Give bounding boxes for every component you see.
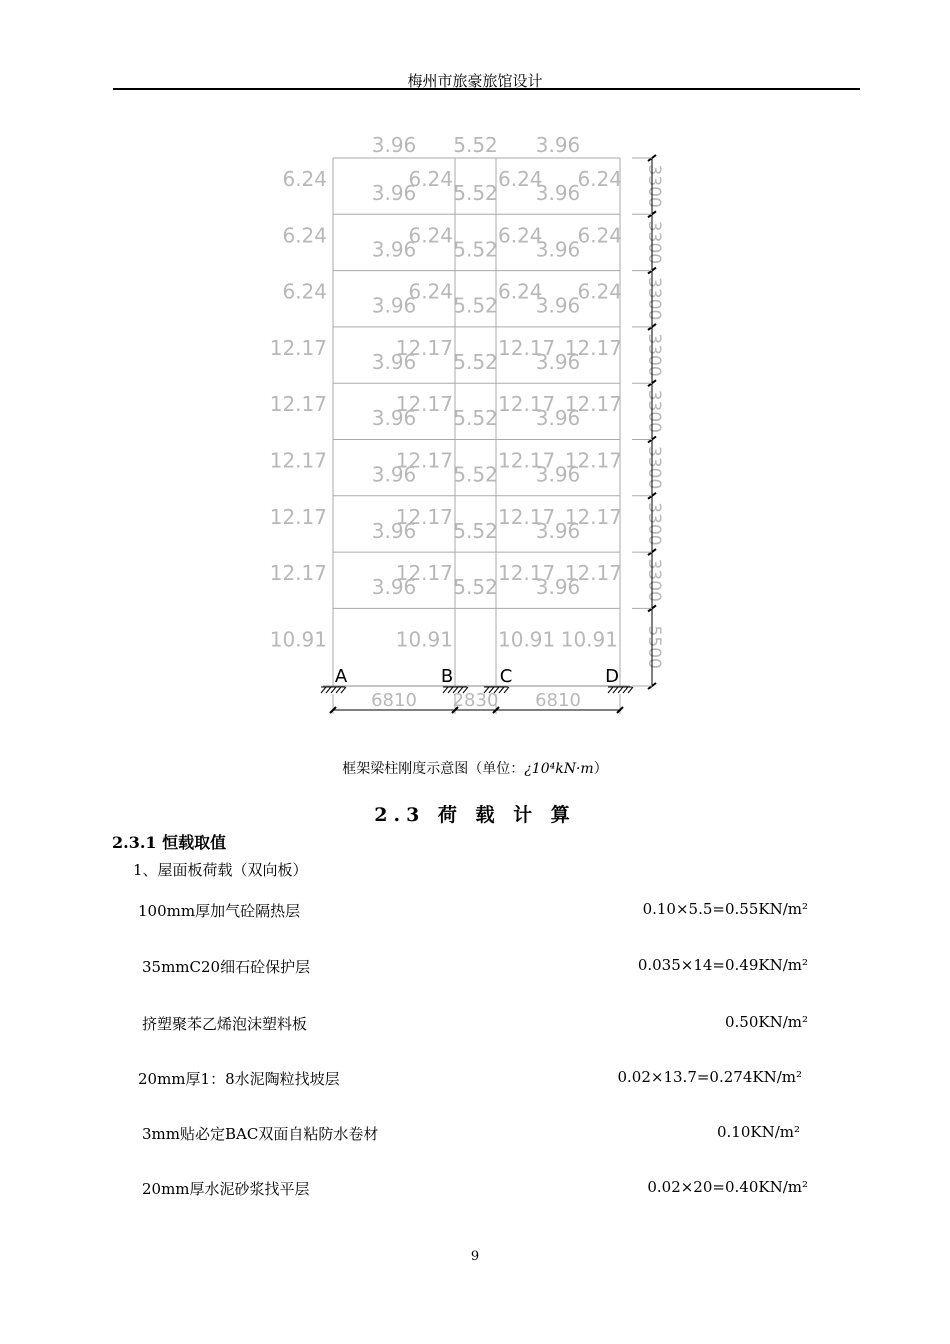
frame-stiffness-diagram xyxy=(0,120,950,720)
span-dimension: 6810 xyxy=(371,690,417,711)
load-row xyxy=(0,1068,950,1098)
storey-height-dimension: 3300 xyxy=(644,277,664,321)
page-header: 梅州市旅豪旅馆设计 xyxy=(407,72,543,90)
column-stiffness-a: 6.24 xyxy=(282,167,327,191)
load-label: 20mm厚1：8水泥陶粒找坡层 xyxy=(138,1070,340,1088)
section-title: 2.3 荷 载 计 算 xyxy=(374,804,576,826)
column-stiffness-d: 6.24 xyxy=(577,167,622,191)
load-label: 35mmC20细石砼保护层 xyxy=(142,958,311,976)
column-stiffness-d: 6.24 xyxy=(577,279,622,304)
support-hatch xyxy=(504,687,509,693)
axis-label-a: A xyxy=(334,666,348,687)
beam-stiffness-cd: 3.96 xyxy=(535,575,581,600)
column-stiffness-a: 12.17 xyxy=(269,448,327,473)
load-value: 0.035×14=0.49KN/m² xyxy=(637,956,808,974)
support-hatch xyxy=(326,687,331,693)
support-hatch xyxy=(321,687,326,693)
storey-height-dimension: 3300 xyxy=(644,446,664,490)
beam-stiffness-cd: 3.96 xyxy=(535,406,581,431)
support-hatch xyxy=(443,687,448,693)
column-stiffness-d: 12.17 xyxy=(564,448,622,473)
column-stiffness-b: 12.17 xyxy=(395,392,453,417)
beam-stiffness-bc: 5.52 xyxy=(453,406,498,431)
column-stiffness-d: 6.24 xyxy=(577,223,622,248)
column-stiffness-d: 12.17 xyxy=(564,392,622,417)
item-title: 1、屋面板荷载（双向板） xyxy=(133,861,308,879)
beam-stiffness-cd: 3.96 xyxy=(535,237,581,262)
support-hatch xyxy=(499,687,504,693)
column-stiffness-d: 12.17 xyxy=(564,504,622,529)
span-dimension: 6810 xyxy=(535,690,581,711)
storey-height-dimension: 5500 xyxy=(644,625,664,669)
storey-height-dimension: 3300 xyxy=(644,333,664,377)
beam-stiffness-cd: 3.96 xyxy=(535,518,581,543)
beam-stiffness-ab: 3.96 xyxy=(371,518,417,543)
column-stiffness-a: 6.24 xyxy=(282,223,327,248)
beam-stiffness-ab: 3.96 xyxy=(371,462,417,487)
column-stiffness-b: 12.17 xyxy=(395,504,453,529)
column-stiffness-c: 12.17 xyxy=(498,392,556,417)
beam-stiffness-ab: 3.96 xyxy=(371,406,417,431)
support-hatch xyxy=(628,687,633,693)
header-rule xyxy=(113,88,860,90)
support-hatch xyxy=(623,687,628,693)
support-hatch xyxy=(613,687,618,693)
storey-height-dimension: 3300 xyxy=(644,220,664,265)
storey-height-dimension: 3300 xyxy=(644,164,664,208)
subsection-title: 2.3.1 恒载取值 xyxy=(112,833,227,852)
caption-unit: ¿10⁴kN·m xyxy=(524,761,594,777)
load-label: 3mm贴必定BAC双面自粘防水卷材 xyxy=(142,1125,379,1143)
column-stiffness-c: 6.24 xyxy=(498,167,543,191)
beam-stiffness-bc: 5.52 xyxy=(453,575,498,600)
column-stiffness-d: 12.17 xyxy=(564,561,622,586)
column-stiffness-c: 6.24 xyxy=(498,279,543,304)
roof-beam-stiffness: 3.96 xyxy=(535,133,581,157)
column-stiffness-a: 6.24 xyxy=(282,279,327,304)
column-stiffness-c: 6.24 xyxy=(498,223,543,248)
column-stiffness-b: 12.17 xyxy=(395,561,453,586)
beam-stiffness-cd: 3.96 xyxy=(535,181,581,205)
load-row xyxy=(0,1013,950,1043)
beam-stiffness-bc: 5.52 xyxy=(453,181,498,205)
beam-stiffness-bc: 5.52 xyxy=(453,293,498,318)
support-hatch xyxy=(608,687,613,693)
column-stiffness-b: 6.24 xyxy=(408,167,453,191)
load-value: 0.10KN/m² xyxy=(716,1123,800,1141)
beam-stiffness-ab: 3.96 xyxy=(371,181,417,205)
load-row xyxy=(0,1178,950,1208)
beam-stiffness-bc: 5.52 xyxy=(453,518,498,543)
support-hatch xyxy=(336,687,341,693)
column-stiffness-c: 12.17 xyxy=(498,448,556,473)
column-stiffness-a: 12.17 xyxy=(269,335,327,360)
axis-label-b: B xyxy=(440,666,454,687)
beam-stiffness-cd: 3.96 xyxy=(535,293,581,318)
beam-stiffness-cd: 3.96 xyxy=(535,349,581,374)
support-hatch xyxy=(341,687,346,693)
support-hatch xyxy=(331,687,336,693)
column-stiffness-c: 12.17 xyxy=(498,561,556,586)
page-number: 9 xyxy=(470,1249,480,1264)
load-value: 0.02×13.7=0.274KN/m² xyxy=(617,1068,802,1086)
axis-label-d: D xyxy=(605,666,619,687)
beam-stiffness-bc: 5.52 xyxy=(453,462,498,487)
beam-stiffness-ab: 3.96 xyxy=(371,293,417,318)
beam-stiffness-ab: 3.96 xyxy=(371,575,417,600)
load-value: 0.50KN/m² xyxy=(724,1013,808,1031)
column-stiffness-c: 12.17 xyxy=(498,504,556,529)
beam-stiffness-bc: 5.52 xyxy=(453,237,498,262)
column-stiffness-b: 10.91 xyxy=(395,627,453,652)
load-row xyxy=(0,956,950,986)
beam-stiffness-ab: 3.96 xyxy=(371,237,417,262)
column-stiffness-a: 12.17 xyxy=(269,561,327,586)
beam-stiffness-ab: 3.96 xyxy=(371,349,417,374)
column-stiffness-d: 10.91 xyxy=(560,627,618,652)
figure-caption xyxy=(0,758,950,778)
roof-beam-stiffness: 3.96 xyxy=(371,133,417,157)
load-row xyxy=(0,1123,950,1153)
load-label: 20mm厚水泥砂浆找平层 xyxy=(142,1180,310,1198)
storey-height-dimension: 3300 xyxy=(644,389,664,433)
storey-height-dimension: 3300 xyxy=(644,558,664,602)
column-stiffness-a: 10.91 xyxy=(269,627,327,652)
support-hatch xyxy=(618,687,623,693)
column-stiffness-a: 12.17 xyxy=(269,392,327,417)
column-stiffness-b: 6.24 xyxy=(408,279,453,304)
column-stiffness-b: 12.17 xyxy=(395,448,453,473)
storey-height-dimension: 3300 xyxy=(644,502,664,546)
load-label: 挤塑聚苯乙烯泡沫塑料板 xyxy=(142,1015,308,1033)
load-label: 100mm厚加气砼隔热层 xyxy=(138,902,301,920)
span-dimension: 2830 xyxy=(452,690,499,711)
roof-beam-stiffness: 5.52 xyxy=(453,133,498,157)
beam-stiffness-cd: 3.96 xyxy=(535,462,581,487)
column-stiffness-b: 6.24 xyxy=(408,223,453,248)
axis-label-c: C xyxy=(499,666,513,687)
column-stiffness-b: 12.17 xyxy=(395,335,453,360)
caption-prefix: 框架梁柱刚度示意图（单位： xyxy=(342,761,525,777)
load-value: 0.10×5.5=0.55KN/m² xyxy=(642,900,808,918)
caption-suffix: ） xyxy=(593,761,608,777)
column-stiffness-c: 10.91 xyxy=(498,627,556,652)
column-stiffness-a: 12.17 xyxy=(269,504,327,529)
column-stiffness-d: 12.17 xyxy=(564,335,622,360)
load-value: 0.02×20=0.40KN/m² xyxy=(647,1178,808,1196)
beam-stiffness-bc: 5.52 xyxy=(453,349,498,374)
load-row xyxy=(0,900,950,930)
column-stiffness-c: 12.17 xyxy=(498,335,556,360)
